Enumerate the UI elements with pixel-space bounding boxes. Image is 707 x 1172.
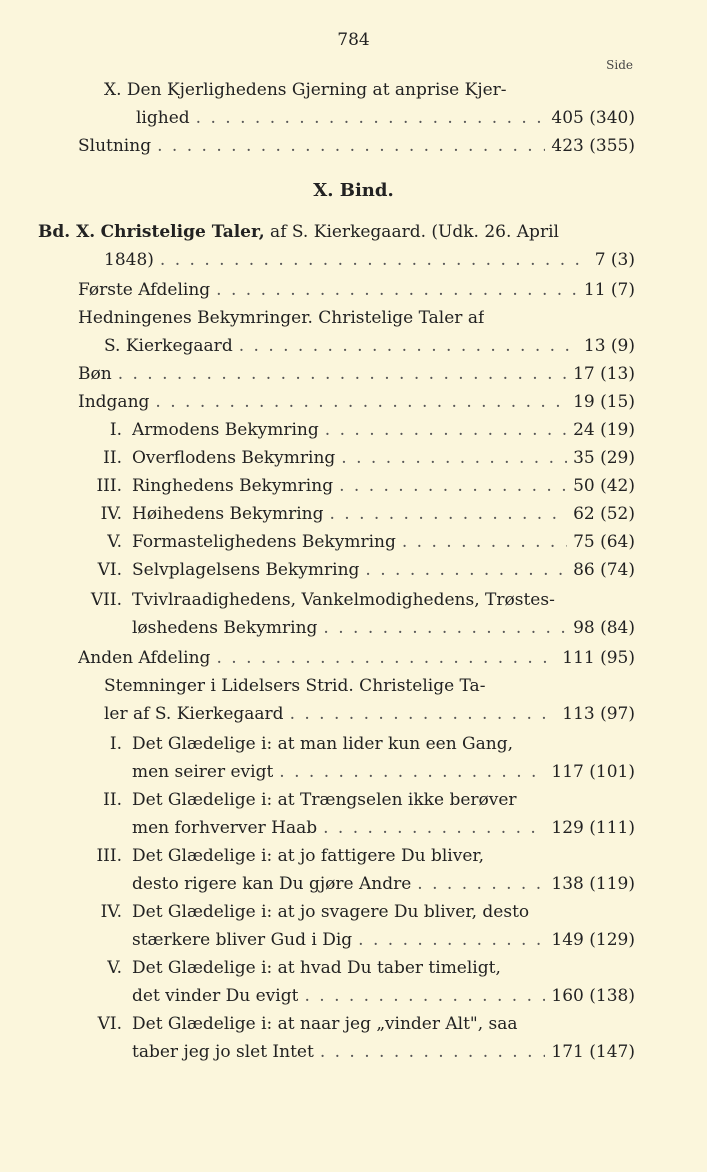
toc-entry: VI. Selvplagelsens Bekymring . . . 86 (74) <box>78 560 635 588</box>
entry-title: lighed <box>136 108 190 128</box>
toc-entry: men forhverver Haab . . . 129 (111) <box>132 818 635 846</box>
leader-dots <box>157 136 545 156</box>
entry-pages: 7 (3) <box>594 250 635 270</box>
toc-entry: Indgang . . . 19 (15) <box>78 392 635 420</box>
toc-entry: Bøn . . . 17 (13) <box>78 364 635 392</box>
toc-entry: II. Overflodens Bekymring . . . 35 (29) <box>78 448 635 476</box>
toc-entry: stærkere bliver Gud i Dig . . . 149 (129) <box>132 930 635 958</box>
toc-entry <box>136 108 635 136</box>
toc-entry: Anden Afdeling . . . 111 (95) <box>78 648 635 676</box>
work-title: Christelige Taler, <box>100 222 265 242</box>
toc-entry: I. Armodens Bekymring . . . 24 (19) <box>78 420 635 448</box>
toc-entry: men seirer evigt . . . 117 (101) <box>132 762 635 790</box>
toc-entry: IV. Høihedens Bekymring . . . 62 (52) <box>78 504 635 532</box>
entry-pages: 405 (340) <box>551 108 635 128</box>
toc-entry: I. Det Glædelige i: at man lider kun een Gang, <box>109 734 514 754</box>
toc-entry <box>38 222 635 250</box>
toc-entry: desto rigere kan Du gjøre Andre . . . 138 (119) <box>132 874 635 902</box>
toc-entry: Første Afdeling . . . 11 (7) <box>78 280 635 308</box>
toc-entry: ler af S. Kierkegaard . . . 113 (97) <box>104 704 635 732</box>
toc-entry: IV. Det Glædelige i: at jo svagere Du bliver, desto <box>100 902 530 922</box>
toc-entry <box>78 136 635 164</box>
toc-entry: taber jeg jo slet Intet . . . 171 (147) <box>132 1042 635 1070</box>
section-heading: X. Bind. <box>313 180 394 201</box>
toc-entry <box>104 80 635 108</box>
leader-dots <box>196 108 546 128</box>
toc-entry: V. Formastelighedens Bekymring . . . 75 (64) <box>78 532 635 560</box>
leader-dots <box>160 250 589 270</box>
entry-title: X. Den Kjerlighedens Gjerning at anprise Kjer- <box>104 80 507 100</box>
toc-entry: VI. Det Glædelige i: at naar jeg „vinder Alt", saa <box>97 1014 518 1034</box>
toc-entry: III. Ringhedens Bekymring . . . 50 (42) <box>78 476 635 504</box>
volume-label: Bd. X. <box>38 222 96 242</box>
toc-entry: S. Kierkegaard . . . 13 (9) <box>104 336 635 364</box>
column-header: Side <box>606 58 633 72</box>
toc-entry: Hedningenes Bekymringer. Christelige Taler af <box>78 308 485 328</box>
toc-entry: løshedens Bekymring . . . 98 (84) <box>132 618 635 646</box>
toc-entry: II. Det Glædelige i: at Trængselen ikke berøver <box>103 790 517 810</box>
page-number: 784 <box>337 30 370 50</box>
toc-entry: det vinder Du evigt . . . 160 (138) <box>132 986 635 1014</box>
work-subtitle: af S. Kierkegaard. (Udk. 26. April <box>264 222 559 242</box>
toc-entry: V. Det Glædelige i: at hvad Du taber timeligt, <box>107 958 501 978</box>
entry-pages: 423 (355) <box>551 136 635 156</box>
entry-title: 1848) <box>104 250 154 270</box>
toc-entry: VII. Tvivlraadighedens, Vankelmodighedens, Trøstes- <box>90 590 555 610</box>
entry-title: Slutning <box>78 136 152 156</box>
toc-entry <box>104 250 635 278</box>
toc-entry: III. Det Glædelige i: at jo fattigere Du bliver, <box>96 846 485 866</box>
toc-entry: Stemninger i Lidelsers Strid. Christelige Ta- <box>104 676 486 696</box>
